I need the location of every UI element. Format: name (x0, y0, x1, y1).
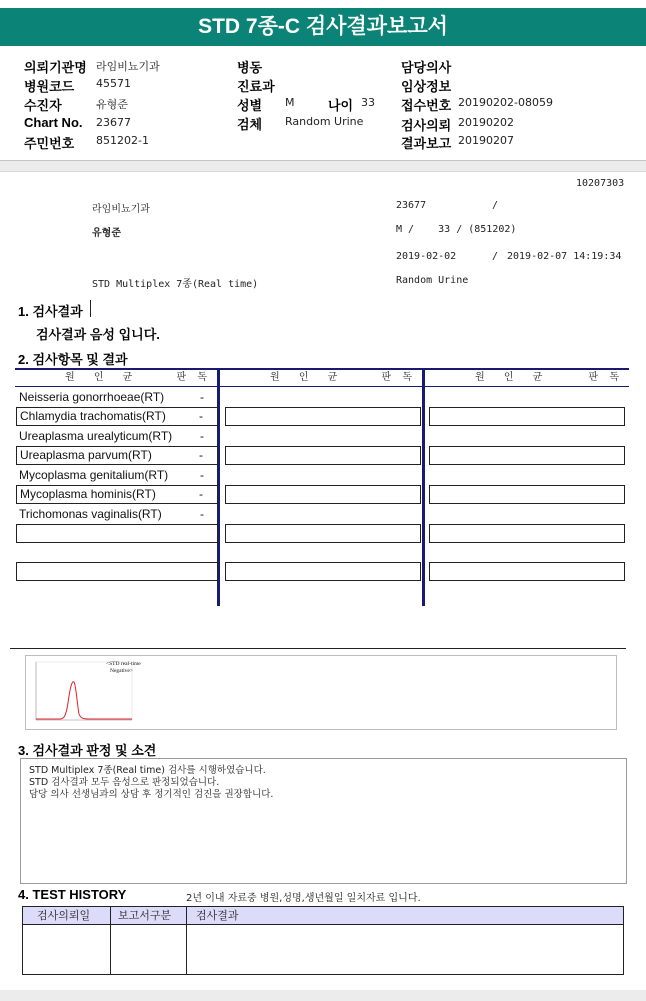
header-value-report-date: 20190207 (458, 134, 514, 147)
meta-date-received: 2019-02-02 (396, 251, 457, 262)
graph-subtitle: Negative> (110, 668, 133, 674)
empty-cell (429, 407, 625, 426)
col-header-group-3 (425, 370, 629, 386)
header-label-clinical-info: 임상정보 (401, 79, 452, 94)
col-header-name: 원 인 균 (270, 372, 346, 383)
organism-row (16, 505, 218, 524)
organism-name: Chlamydia trachomatis(RT) (20, 409, 166, 423)
organism-name: Mycoplasma hominis(RT) (20, 487, 156, 501)
section3-title: 3. 검사결과 판정 및 소견 (18, 743, 157, 758)
organism-result: - (199, 409, 203, 423)
header-label-age: 나이 (328, 98, 354, 113)
header-label-chart-no: Chart No. (24, 115, 83, 130)
report-title: STD 7종-C 검사결과보고서 (0, 8, 646, 46)
header-label-receipt-no: 접수번호 (401, 98, 452, 113)
grid-separator-2 (422, 368, 425, 606)
history-note: 2년 이내 자료중 병원,성명,생년월일 일치자료 입니다. (186, 893, 421, 904)
organism-row (16, 407, 218, 426)
empty-cell (225, 407, 421, 426)
empty-cell (429, 524, 625, 543)
organism-row (16, 466, 218, 485)
graph-curve (36, 682, 132, 719)
text-cursor (90, 300, 91, 317)
col-header-name: 원 인 균 (475, 372, 551, 383)
organism-result: - (200, 507, 204, 521)
header-label-sex: 성별 (237, 98, 263, 113)
header-value-sex: M (285, 96, 295, 109)
comment-line: STD 검사결과 모두 음성으로 판정되었습니다. (29, 777, 220, 788)
meta-hospital: 라임비뇨기과 (92, 204, 150, 215)
col-header-judgment: 판 독 (588, 372, 623, 383)
grid-header-border (15, 386, 629, 387)
col-header-judgment: 판 독 (381, 372, 416, 383)
header-label-report-date: 결과보고 (401, 136, 452, 151)
header-value-resident-no: 851202-1 (96, 134, 149, 147)
organism-name: Neisseria gonorrhoeae(RT) (19, 390, 165, 404)
comment-line: STD Multiplex 7종(Real time) 검사를 시행하였습니다. (29, 765, 266, 776)
history-header-result: 검사결과 (196, 909, 239, 922)
graph-top-rule (10, 648, 626, 649)
header-value-chart-no: 23677 (96, 116, 131, 129)
meta-chart-no: 23677 (396, 200, 427, 211)
comment-box (20, 758, 627, 884)
col-header-judgment: 판 독 (176, 372, 211, 383)
meta-date-reported: 2019-02-07 14:19:34 (507, 251, 622, 262)
organism-row (16, 427, 218, 446)
header-value-receipt-no: 20190202-08059 (458, 96, 553, 109)
empty-cell (429, 562, 625, 581)
meta-specimen: Random Urine (396, 275, 469, 286)
empty-cell (225, 524, 421, 543)
organism-result: - (200, 468, 204, 482)
organism-name: Trichomonas vaginalis(RT) (19, 507, 162, 521)
empty-cell (16, 562, 218, 581)
section2-title: 2. 검사항목 및 결과 (18, 352, 128, 367)
empty-cell (225, 485, 421, 504)
organism-result: - (199, 487, 203, 501)
organism-result: - (200, 390, 204, 404)
header-value-request-date: 20190202 (458, 116, 514, 129)
organism-row (16, 485, 218, 504)
comment-line: 담당 의사 선생님과의 상담 후 정기적인 검진을 권장합니다. (29, 789, 274, 800)
section1-title: 1. 검사결과 (18, 304, 83, 319)
meta-slash: / (492, 200, 499, 211)
empty-cell (225, 562, 421, 581)
header-label-hospital-code: 병원코드 (24, 79, 75, 94)
empty-cell (16, 524, 218, 543)
header-value-specimen: Random Urine (285, 115, 364, 128)
header-label-resident-no: 주민번호 (24, 136, 75, 151)
col-header-name: 원 인 균 (65, 372, 141, 383)
header-label-patient: 수진자 (24, 98, 62, 113)
header-label-department: 진료과 (237, 79, 275, 94)
section1-summary: 검사결과 음성 입니다. (36, 327, 160, 342)
section4-title: 4. TEST HISTORY (18, 887, 127, 902)
header-value-institution: 라임비뇨기과 (96, 60, 160, 73)
organism-result: - (199, 448, 203, 462)
meta-test-name: STD Multiplex 7종(Real time) (92, 279, 259, 290)
history-header-report-type: 보고서구분 (118, 909, 172, 922)
report-number: 10207303 (576, 178, 625, 189)
organism-name: Ureaplasma urealyticum(RT) (19, 429, 173, 443)
meta-patient-sex-age: M / 33 / (851202) (396, 224, 517, 235)
header-value-hospital-code: 45571 (96, 77, 131, 90)
empty-cell (429, 485, 625, 504)
organism-result: - (200, 429, 204, 443)
empty-cell (225, 446, 421, 465)
organism-name: Mycoplasma genitalium(RT) (19, 468, 169, 482)
meta-patient-name: 유형준 (92, 228, 121, 239)
graph-title: <STD real-time (106, 661, 141, 667)
header-value-patient: 유형준 (96, 98, 128, 111)
organism-row (16, 446, 218, 465)
header-label-specimen: 검체 (237, 117, 263, 132)
header-label-request-date: 검사의뢰 (401, 118, 452, 133)
header-separator (0, 160, 646, 172)
header-label-doctor: 담당의사 (401, 60, 452, 75)
empty-cell (429, 446, 625, 465)
header-value-age: 33 (361, 96, 375, 109)
col-header-group-2 (220, 370, 422, 386)
history-table (22, 906, 624, 975)
meta-date-separator: / (492, 251, 499, 262)
col-header-group-1 (15, 370, 217, 386)
page-bottom-band (0, 990, 646, 1001)
organism-row (16, 388, 218, 407)
organism-name: Ureaplasma parvum(RT) (20, 448, 152, 462)
history-header-request-date: 검사의뢰일 (37, 909, 91, 922)
header-label-institution: 의뢰기관명 (24, 60, 87, 75)
header-label-ward: 병동 (237, 60, 263, 75)
graph-frame (25, 655, 617, 730)
